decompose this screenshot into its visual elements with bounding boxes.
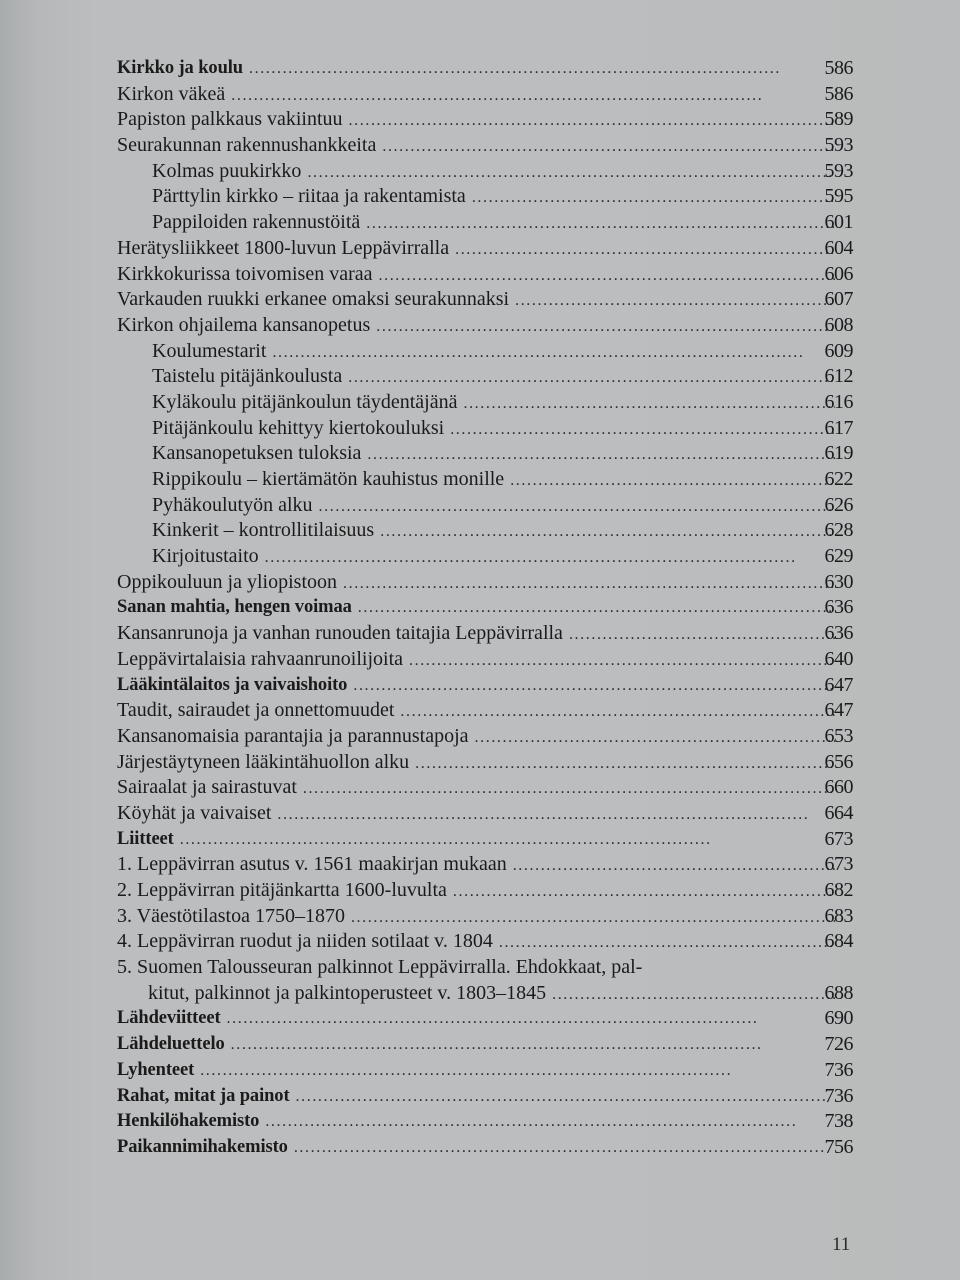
toc-entry-title: Kyläkoulu pitäjänkoulun täydentäjänä [152,390,458,413]
toc-entry-page: 612 [824,365,853,388]
toc-entry-title: Herätysliikkeet 1800-luvun Leppävirralla [117,236,450,259]
dot-leader [303,776,835,802]
toc-entry-page: 622 [824,468,853,490]
dot-leader [227,1006,835,1032]
toc-entry-page: 683 [824,904,853,927]
toc-subentry [117,493,853,519]
toc-entry-title: Lähdeviitteet [117,1008,221,1029]
toc-entry-title: Kirjoitustaito [152,545,259,568]
dot-leader [510,468,835,494]
toc-subentry [117,184,853,210]
toc-entry-title: Liitteet [117,828,174,849]
toc-entry-page: 601 [824,211,853,234]
dot-leader [409,648,835,674]
dot-leader [265,1109,835,1135]
toc-subentry [117,441,853,467]
toc-subentry [117,467,853,493]
toc-entry [117,287,853,313]
toc-entry-page: 607 [824,288,853,311]
toc-entry-page: 616 [824,390,853,413]
toc-entry-page: 664 [824,801,853,824]
toc-entry [117,750,853,776]
toc-entry-title: Kirkkokurissa toivomisen varaa [117,262,373,285]
toc-entry-page: 586 [824,57,853,79]
dot-leader [249,56,835,82]
toc-entry-title: Paikannimihakemisto [117,1136,288,1157]
dot-leader [348,365,835,391]
dot-leader [343,571,835,597]
toc-entry-page: 726 [824,1033,853,1056]
toc-entry [117,82,853,108]
toc-entry-page: 630 [824,570,853,593]
toc-appendix-entry [117,852,853,878]
dot-leader [319,494,835,520]
dot-leader [376,314,835,340]
toc-entry-page: 673 [824,853,853,876]
toc-entry-page: 636 [824,622,853,645]
toc-entry-page: 682 [824,879,853,901]
toc-entry-title: Seurakunnan rakennushankkeita [117,134,377,157]
toc-entry-title: Kirkko ja koulu [117,58,243,78]
toc-appendix-entry [117,904,853,930]
toc-entry-title: 5. Suomen Talousseuran palkinnot Leppävirralla. Ehdokkaat, pal- [117,956,643,979]
toc-entry-title: Kansanomaisia parantajia ja parannustapoja [117,724,469,747]
toc-entry-title: Papiston palkkaus vakiintuu [117,108,343,131]
toc-entry-page: 629 [824,545,853,568]
page-number: 11 [832,1234,851,1255]
toc-entry-title: Kirkon ohjailema kansanopetus [117,313,371,336]
toc-entry-page: 608 [824,313,853,336]
dot-leader [463,391,835,417]
toc-entry [117,313,853,339]
toc-entry-page: 595 [824,185,853,208]
dot-leader [552,982,835,1008]
toc-entry-page: 636 [824,596,853,619]
dot-leader [367,442,835,468]
dot-leader [307,160,835,186]
dot-leader [513,853,835,879]
toc-entry-title: Sairaalat ja sairastuvat [117,776,297,799]
toc-entry-title: 3. Väestötilastoa 1750–1870 [117,904,345,927]
dot-leader [379,263,836,289]
toc-entry-title: Koulumestarit [152,339,267,362]
toc-entry-title: Pitäjänkoulu kehittyy kiertokouluksi [152,416,445,439]
toc-entry-title: Rippikoulu – kiertämätön kauhistus monille [152,468,505,490]
toc-entry-title: kitut, palkinnot ja palkintoperusteet v. 1803–1845 [148,981,547,1004]
toc-subentry [117,518,853,544]
toc-entry [117,56,853,82]
dot-leader [450,417,835,443]
toc-entry-page: 640 [824,647,853,670]
toc-entry-title: Sanan mahtia, hengen voimaa [117,597,352,618]
toc-entry-page: 589 [824,108,853,131]
toc-entry-page: 736 [824,1084,853,1107]
toc-entry [117,801,853,827]
toc-entry-title: Pärttylin kirkko – riitaa ja rakentamista [152,185,466,208]
toc-entry-title: Taudit, sairaudet ja onnettomuudet [117,699,395,722]
toc-entry-page: 619 [824,442,853,465]
dot-leader [231,1032,835,1058]
dot-leader [294,1135,835,1161]
dot-leader [380,519,835,545]
toc-entry-page: 736 [824,1058,853,1081]
toc-entry-page: 690 [824,1007,853,1030]
toc-entry-page: 609 [824,339,853,362]
toc-entry-title: Kinkerit – kontrollitilaisuus [152,519,375,542]
toc-appendix-entry [117,929,853,955]
dot-leader [358,595,835,621]
toc-subentry [117,339,853,365]
toc-entry [117,827,853,853]
toc-entry-page: 617 [824,416,853,439]
toc-entry-page: 628 [824,519,853,542]
toc-entry [117,621,853,647]
dot-leader [296,1084,835,1110]
toc-entry [117,647,853,673]
dot-leader [499,930,835,956]
dot-leader [382,134,835,160]
dot-leader [415,751,835,777]
toc-entry-title: Rahat, mitat ja painot [117,1085,290,1106]
toc-entry-title: Kirkon väkeä [117,82,226,105]
dot-leader [272,340,835,366]
toc-entry-title: 1. Leppävirran asutus v. 1561 maakirjan mukaan [117,853,507,876]
dot-leader [277,802,835,828]
toc-entry-title: Oppikouluun ja yliopistoon [117,570,337,593]
toc-entry [117,724,853,750]
toc-entry [117,1135,853,1161]
toc-appendix-entry-continued [117,981,853,1007]
toc-entry-title: Järjestäytyneen lääkintähuollon alku [117,750,410,773]
toc-entry-page: 647 [824,673,853,696]
dot-leader [231,83,835,109]
dot-leader [400,699,835,725]
toc-entry-title: Lyhenteet [117,1059,195,1080]
toc-appendix-entry [117,955,853,981]
toc-entry [117,570,853,596]
toc-entry-page: 653 [824,724,853,747]
toc-entry-page: 756 [824,1135,853,1158]
toc-entry-title: Pyhäkoulutyön alku [152,493,313,516]
toc-entry [117,107,853,133]
toc-entry-page: 626 [824,493,853,516]
dot-leader [569,622,835,648]
dot-leader [349,108,835,134]
toc-entry-title: Taistelu pitäjänkoulusta [152,365,343,388]
dot-leader [453,879,835,905]
toc-entry-page: 606 [824,262,853,285]
toc-entry-page: 593 [824,159,853,182]
toc-entry-title: Lääkintälaitos ja vaivaishoito [117,674,348,695]
toc-entry-page: 684 [824,930,853,953]
toc-entry-page: 656 [824,750,853,773]
toc-subentry [117,390,853,416]
toc-entry-title: Lähdeluettelo [117,1034,225,1055]
dot-leader [455,237,835,263]
dot-leader [351,905,835,931]
toc-entry-title: Varkauden ruukki erkanee omaksi seurakunnaksi [117,288,510,311]
toc-entry [117,775,853,801]
dot-leader [366,211,835,237]
toc-entry [117,1032,853,1058]
toc-entry-page: 593 [824,134,853,157]
toc-entry-page: 604 [824,236,853,259]
toc-entry-title: Leppävirtalaisia rahvaanrunoilijoita [117,647,403,670]
toc-entry-title: Kansanopetuksen tuloksia [152,442,362,465]
dot-leader [515,288,835,314]
toc-entry-page: 673 [824,827,853,850]
dot-leader [353,673,835,699]
toc-entry [117,262,853,288]
toc-entry-page: 647 [824,699,853,722]
toc-entry-page: 660 [824,776,853,799]
dot-leader [180,827,835,853]
toc-entry-title: Köyhät ja vaivaiset [117,801,272,824]
dot-leader [475,725,835,751]
dot-leader [472,185,835,211]
toc-subentry [117,544,853,570]
toc-entry-page: 738 [824,1110,853,1133]
toc-entry [117,698,853,724]
toc-entry [117,236,853,262]
dot-leader [200,1058,835,1084]
toc-entry [117,1058,853,1084]
toc-entry-title: Kolmas puukirkko [152,159,302,182]
toc-entry [117,133,853,159]
toc-entry-page: 586 [824,82,853,105]
toc-entry [117,1006,853,1032]
toc-subentry [117,364,853,390]
toc-entry-page: 688 [824,981,853,1004]
toc-entry [117,1084,853,1110]
toc-entry-title: Henkilöhakemisto [117,1111,260,1132]
toc-subentry [117,210,853,236]
toc-entry-title: Pappiloiden rakennustöitä [152,211,361,234]
toc-entry-title: Kansanrunoja ja vanhan runouden taitajia Leppävirralla [117,622,563,645]
toc-entry-title: 4. Leppävirran ruodut ja niiden sotilaat v. 1804 [117,930,493,953]
toc-appendix-entry [117,878,853,904]
dot-leader [265,545,835,571]
toc-entry [117,1109,853,1135]
toc-subentry [117,159,853,185]
table-of-contents [117,56,853,1161]
toc-entry [117,595,853,621]
toc-entry-title: 2. Leppävirran pitäjänkartta 1600-luvulta [117,879,447,901]
toc-entry [117,673,853,699]
toc-subentry [117,416,853,442]
